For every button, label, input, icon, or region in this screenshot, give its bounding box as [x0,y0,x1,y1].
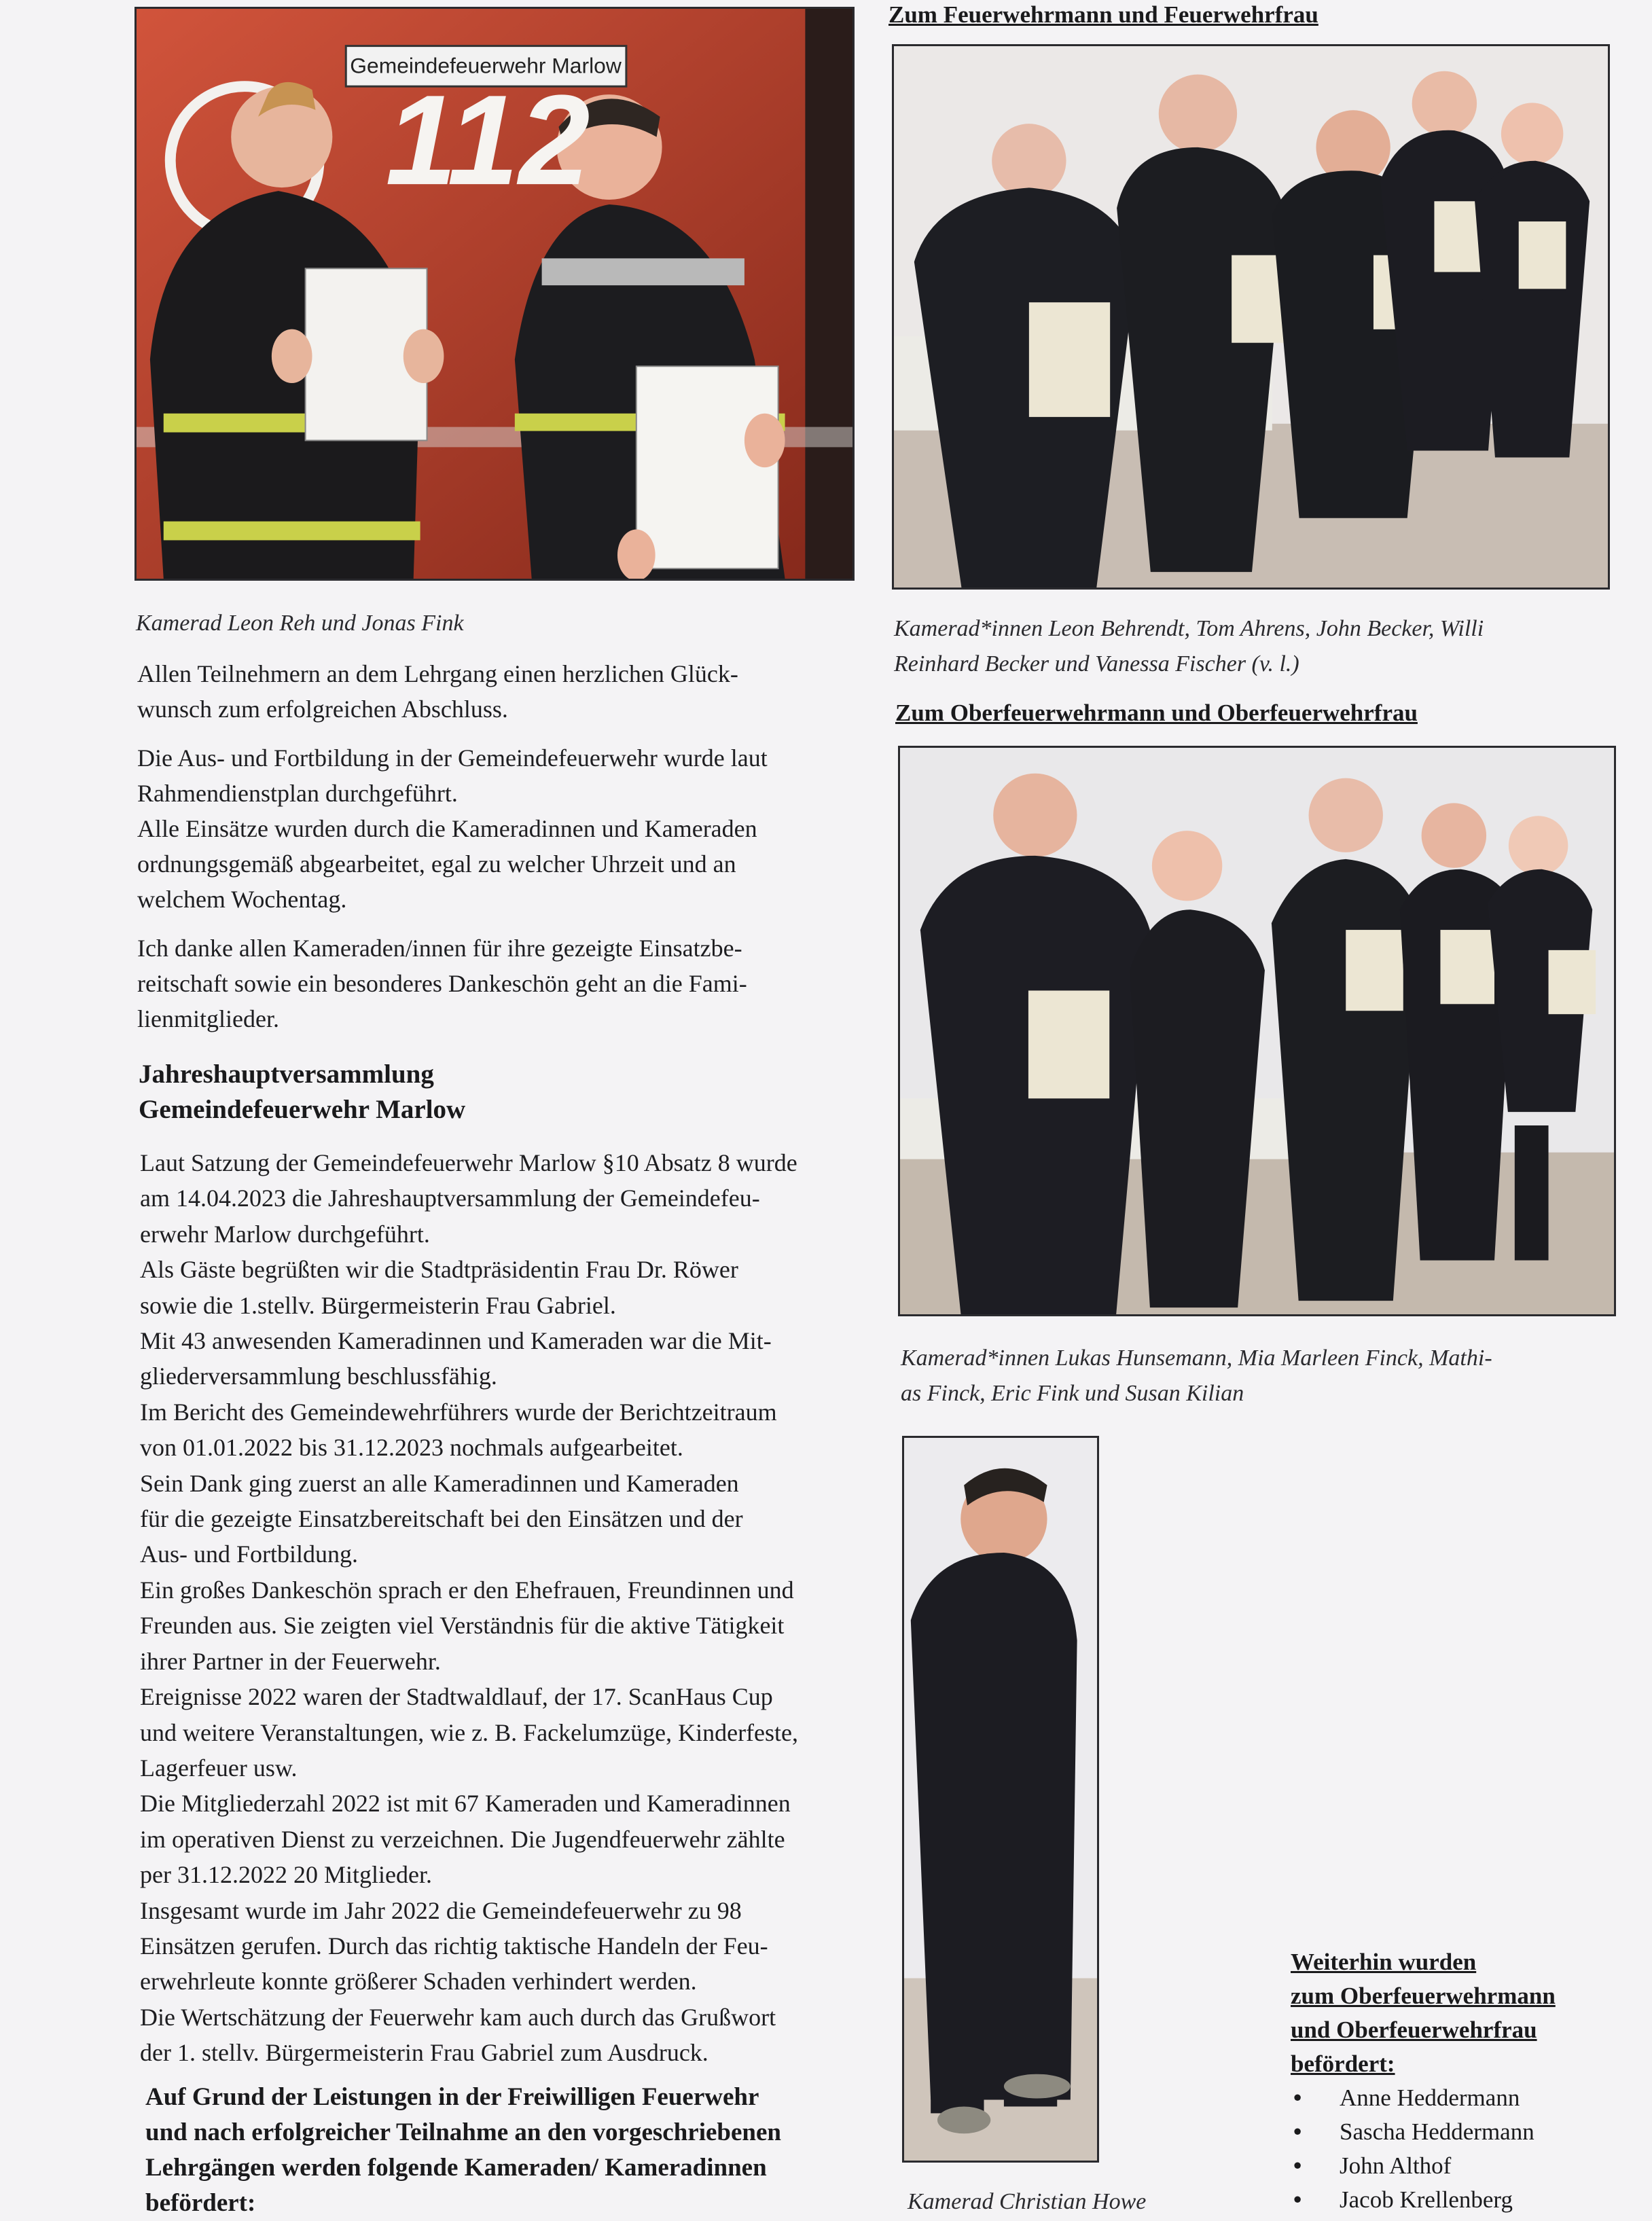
photo-feuerwehrmann-group [892,44,1610,590]
body-line: ihrer Partner in der Feuerwehr. [140,1647,441,1675]
photo-caption-feuerwehrmann [894,611,1484,682]
body-line: der 1. stellv. Bürgermeisterin Frau Gabriel zum Ausdruck. [140,2039,708,2067]
promotion-title-line: Weiterhin wurden [1291,1949,1477,1975]
bullet: • [1293,2118,1302,2145]
closing-bold-paragraph [145,2080,879,2221]
intro-line: lienmitglieder. [137,1005,279,1032]
intro-line: Die Aus- und Fortbildung in der Gemeindefeuerwehr wurde laut [137,744,768,772]
bullet: • [1293,2186,1302,2213]
body-line: Ein großes Dankeschön sprach er den Ehefrauen, Freundinnen und [140,1576,794,1604]
caption-line-2: as Finck, Eric Fink und Susan Kilian [901,1381,1244,1406]
truck-number: 112 [385,69,590,213]
photo-christian-howe [902,1436,1099,2163]
section-body [140,1145,867,2071]
promoted-name: John Althof [1340,2152,1452,2179]
intro-line: reitschaft sowie ein besonderes Dankeschön geht an die Fami- [137,970,747,997]
body-line: Die Mitgliederzahl 2022 ist mit 67 Kameraden und Kameradinnen [140,1790,791,1818]
photo-firefighters-truck [134,7,855,581]
closing-line: befördert: [145,2189,256,2217]
promotion-list [1291,1945,1644,2217]
intro-line: Alle Einsätze wurden durch die Kameradinnen und Kameraden [137,815,757,842]
photo-caption-oberfeuerwehrmann [901,1341,1492,1411]
photo-caption-howe: Kamerad Christian Howe [908,2189,1147,2214]
caption-line-2: Reinhard Becker und Vanessa Fischer (v. l.) [894,651,1299,676]
promotion-names [1291,2081,1644,2217]
closing-line: Lehrgängen werden folgende Kameraden/ Kameradinnen [145,2154,767,2182]
section-title [139,1057,465,1127]
body-line: am 14.04.2023 die Jahreshauptversammlung der Gemeindefeu- [140,1185,760,1212]
list-item [1291,2081,1644,2115]
body-line: erwehr Marlow durchgeführt. [140,1220,430,1248]
photo-caption-reh-fink: Kamerad Leon Reh und Jonas Fink [136,611,464,636]
intro-line: Ich danke allen Kameraden/innen für ihre gezeigte Einsatzbe- [137,935,742,962]
promotion-title-line: und Oberfeuerwehrfrau [1291,2017,1537,2043]
body-line: Lagerfeuer usw. [140,1754,298,1782]
closing-line: Auf Grund der Leistungen in der Freiwilligen Feuerwehr [145,2083,759,2111]
intro-line: welchem Wochentag. [137,886,347,913]
body-line: Sein Dank ging zuerst an alle Kameradinnen und Kameraden [140,1469,739,1497]
heading-feuerwehrmann: Zum Feuerwehrmann und Feuerwehrfrau [888,1,1318,28]
section-title-line: Gemeindefeuerwehr Marlow [139,1095,466,1124]
body-line: Aus- und Fortbildung. [140,1540,359,1568]
body-line: sowie die 1.stellv. Bürgermeisterin Frau Gabriel. [140,1291,616,1319]
list-item [1291,2115,1644,2149]
promotion-title-line: zum Oberfeuerwehrmann [1291,1983,1556,2009]
body-line: für die gezeigte Einsatzbereitschaft bei den Einsätzen und der [140,1505,743,1533]
promoted-name: Anne Heddermann [1340,2084,1520,2111]
body-line: gliederversammlung beschlussfähig. [140,1362,497,1390]
intro-line: Allen Teilnehmern an dem Lehrgang einen herzlichen Glück- [137,660,738,687]
body-line: Freunden aus. Sie zeigten viel Verständnis für die aktive Tätigkeit [140,1612,785,1640]
promoted-name: Jacob Krellenberg [1340,2186,1513,2213]
body-line: Laut Satzung der Gemeindefeuerwehr Marlow §10 Absatz 8 wurde [140,1149,797,1176]
intro-paragraphs [137,656,857,1036]
intro-line: Rahmendienstplan durchgeführt. [137,780,458,807]
heading-oberfeuerwehrmann: Zum Oberfeuerwehrmann und Oberfeuerwehrfrau [895,700,1418,726]
body-line: Die Wertschätzung der Feuerwehr kam auch durch das Grußwort [140,2003,776,2031]
section-title-line: Jahreshauptversammlung [139,1060,434,1089]
promoted-name: Sascha Heddermann [1340,2118,1534,2145]
bullet: • [1293,2152,1302,2179]
caption-line-1: Kamerad*innen Leon Behrendt, Tom Ahrens, John Becker, Willi [894,616,1484,641]
photo-oberfeuerwehrmann-group [898,746,1616,1316]
body-line: und weitere Veranstaltungen, wie z. B. Fackelumzüge, Kinderfeste, [140,1718,799,1746]
intro-line: wunsch zum erfolgreichen Abschluss. [137,696,508,723]
closing-line: und nach erfolgreicher Teilnahme an den vorgeschriebenen [145,2118,781,2146]
body-line: im operativen Dienst zu verzeichnen. Die Jugendfeuerwehr zählte [140,1825,785,1853]
promotion-title-line: befördert: [1291,2051,1395,2077]
bullet: • [1293,2084,1302,2111]
body-line: Einsätzen gerufen. Durch das richtig taktische Handeln der Feu- [140,1932,768,1960]
caption-line-1: Kamerad*innen Lukas Hunsemann, Mia Marleen Finck, Mathi- [901,1346,1492,1371]
body-line: Als Gäste begrüßten wir die Stadtpräsidentin Frau Dr. Röwer [140,1256,738,1284]
body-line: Insgesamt wurde im Jahr 2022 die Gemeindefeuerwehr zu 98 [140,1896,742,1924]
body-line: Mit 43 anwesenden Kameradinnen und Kameraden war die Mit- [140,1327,772,1355]
body-line: Im Bericht des Gemeindewehrführers wurde der Berichtzeitraum [140,1398,777,1426]
body-line: von 01.01.2022 bis 31.12.2023 nochmals aufgearbeitet. [140,1434,683,1462]
truck-sign: Gemeindefeuerwehr Marlow [350,53,622,78]
intro-line: ordnungsgemäß abgearbeitet, egal zu welcher Uhrzeit und an [137,850,736,878]
list-item [1291,2183,1644,2217]
body-line: per 31.12.2022 20 Mitglieder. [140,1861,432,1889]
list-item [1291,2149,1644,2183]
body-line: erwehrleute konnte größerer Schaden verhindert werden. [140,1968,697,1996]
body-line: Ereignisse 2022 waren der Stadtwaldlauf, der 17. ScanHaus Cup [140,1683,773,1711]
